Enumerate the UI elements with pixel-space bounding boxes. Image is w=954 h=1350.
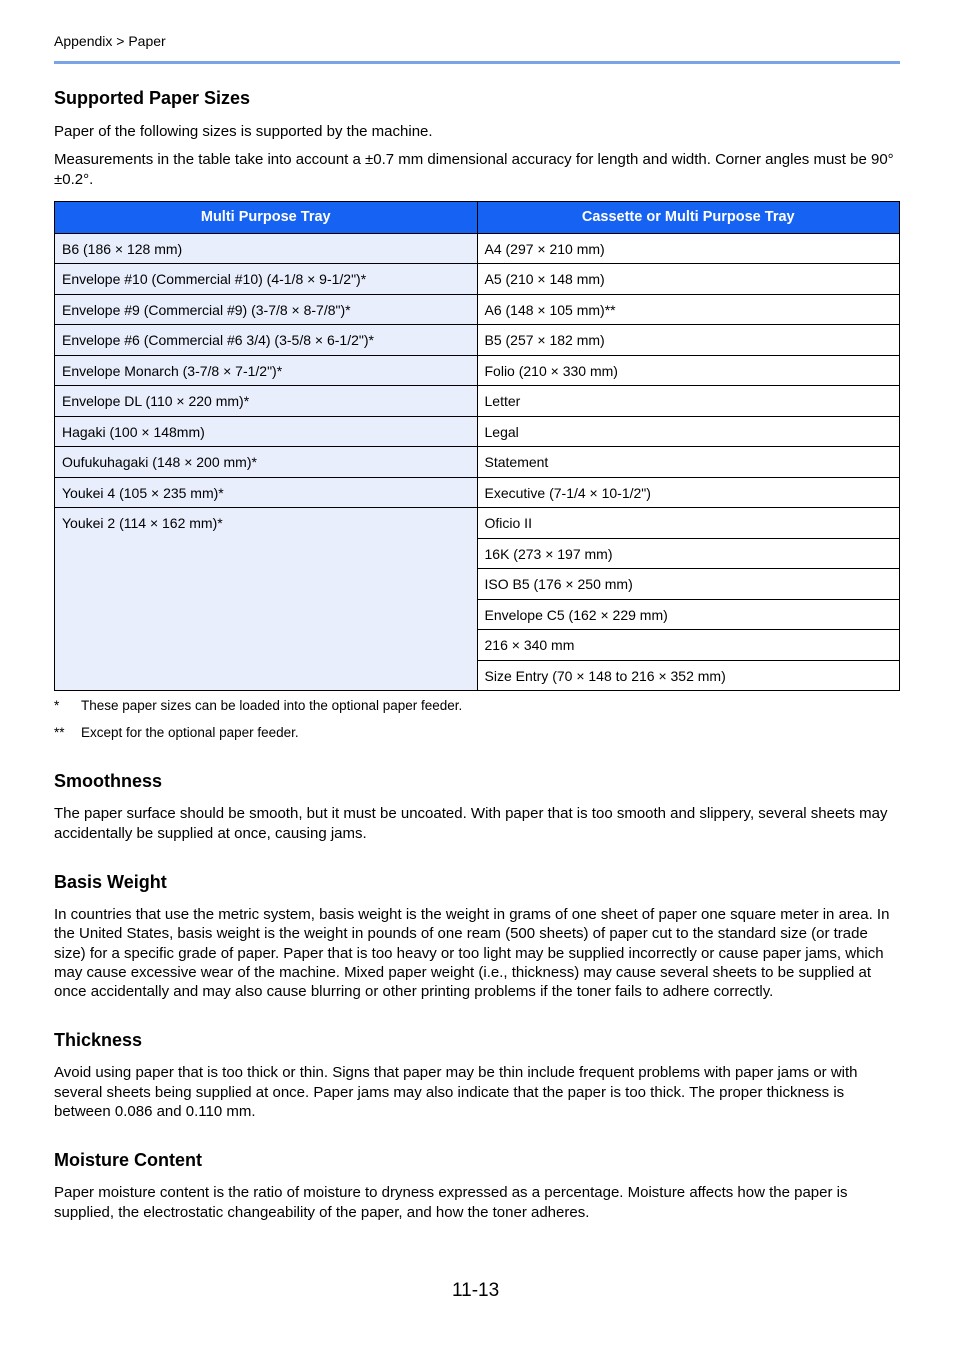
section-title-smoothness: Smoothness — [54, 771, 163, 792]
table-row — [55, 508, 900, 539]
page-content — [54, 84, 900, 1222]
table-row — [55, 386, 900, 417]
table-cell: A5 (210 × 148 mm) — [477, 264, 900, 295]
section-title-basis-weight: Basis Weight — [54, 871, 167, 892]
paragraph-measurements: Measurements in the table take into account a ±0.7 mm dimensional accuracy for length and width. Corner angles must be 90°±0.2°. — [54, 151, 894, 188]
table-row — [55, 294, 900, 325]
table-cell: Statement — [477, 447, 900, 478]
section-basis-weight — [54, 870, 900, 1001]
footnote-text: These paper sizes can be loaded into the optional paper feeder. — [81, 698, 463, 714]
table-cell: Legal — [477, 416, 900, 447]
table-cell: Executive (7-1/4 × 10-1/2") — [477, 477, 900, 508]
table-row — [55, 477, 900, 508]
table-cell: Envelope #9 (Commercial #9) (3-7/8 × 8-7/8")* — [55, 294, 478, 325]
table-cell: Letter — [477, 386, 900, 417]
column-header-multi-purpose-tray: Multi Purpose Tray — [55, 201, 478, 233]
paper-sizes-table — [54, 201, 900, 692]
table-cell: A6 (148 × 105 mm)** — [477, 294, 900, 325]
footnote — [54, 697, 900, 715]
table-cell: Size Entry (70 × 148 to 216 × 352 mm) — [477, 660, 900, 691]
section-title-supported-sizes: Supported Paper Sizes — [54, 88, 251, 108]
table-row — [55, 416, 900, 447]
table-cell: Oufukuhagaki (148 × 200 mm)* — [55, 447, 478, 478]
table-cell: Envelope Monarch (3-7/8 × 7-1/2")* — [55, 355, 478, 386]
table-cell: A4 (297 × 210 mm) — [477, 233, 900, 264]
table-cell: 16K (273 × 197 mm) — [477, 538, 900, 569]
table-row — [55, 447, 900, 478]
page-number: 11-13 — [452, 1280, 500, 1301]
section-smoothness — [54, 769, 900, 843]
section-thickness — [54, 1028, 900, 1121]
paragraph-thickness: Avoid using paper that is too thick or thin. Signs that paper may be thin include frequent problems with paper jams or with several sheets being supplied at once. Paper jams may also indicate that the paper is too thick. The proper thickness is between 0.086 and 0.110 mm. — [54, 1064, 858, 1121]
table-cell: Youkei 2 (114 × 162 mm)* — [55, 508, 478, 691]
table-cell: 216 × 340 mm — [477, 630, 900, 661]
table-row — [55, 233, 900, 264]
table-cell: Envelope C5 (162 × 229 mm) — [477, 599, 900, 630]
section-title-thickness: Thickness — [54, 1030, 143, 1051]
table-row — [55, 264, 900, 295]
column-header-cassette-or-mp-tray: Cassette or Multi Purpose Tray — [477, 201, 900, 233]
footnote — [54, 724, 900, 742]
section-title-moisture-content: Moisture Content — [54, 1150, 202, 1171]
table-cell: Envelope #6 (Commercial #6 3/4) (3-5/8 × 6-1/2")* — [55, 325, 478, 356]
breadcrumb: Appendix > Paper — [54, 33, 166, 49]
footnote-text: Except for the optional paper feeder. — [81, 725, 299, 741]
paragraph-moisture-content: Paper moisture content is the ratio of moisture to dryness expressed as a percentage. Moisture affects how the paper is supplied, the electrostatic changeability of the paper, and how the toner adheres. — [54, 1184, 848, 1221]
table-cell: Envelope #10 (Commercial #10) (4-1/8 × 9-1/2")* — [55, 264, 478, 295]
section-moisture-content — [54, 1148, 900, 1222]
table-cell: ISO B5 (176 × 250 mm) — [477, 569, 900, 600]
header-rule — [54, 61, 900, 64]
table-cell: B5 (257 × 182 mm) — [477, 325, 900, 356]
footnote-mark: * — [54, 698, 60, 714]
table-cell: Envelope DL (110 × 220 mm)* — [55, 386, 478, 417]
table-cell: B6 (186 × 128 mm) — [55, 233, 478, 264]
table-row — [55, 325, 900, 356]
paragraph-smoothness: The paper surface should be smooth, but it must be uncoated. With paper that is too smooth and slippery, several sheets may accidentally be supplied at once, causing jams. — [54, 805, 888, 842]
table-cell: Hagaki (100 × 148mm) — [55, 416, 478, 447]
table-cell: Folio (210 × 330 mm) — [477, 355, 900, 386]
paragraph-basis-weight: In countries that use the metric system, basis weight is the weight in grams of one sheet of paper one square meter in area. In the United States, basis weight is the weight in pounds of one ream (500 sheets) of paper cut to the standard size (or trade size) for a specific grade of paper. Paper that is too heavy or too light may be supplied incorrectly or cause paper jams, which may cause excessive wear of the machine. Mixed paper weight (i.e., thickness) may cause several sheets to be supplied at once accidentally and may also cause blurring or other printing problems if the toner fails to adhere correctly. — [54, 905, 890, 1001]
table-row — [55, 355, 900, 386]
table-cell: Oficio II — [477, 508, 900, 539]
paragraph-intro: Paper of the following sizes is supported by the machine. — [54, 123, 433, 140]
table-cell: Youkei 4 (105 × 235 mm)* — [55, 477, 478, 508]
table-header-row — [55, 201, 900, 233]
footnote-mark: ** — [54, 725, 65, 741]
